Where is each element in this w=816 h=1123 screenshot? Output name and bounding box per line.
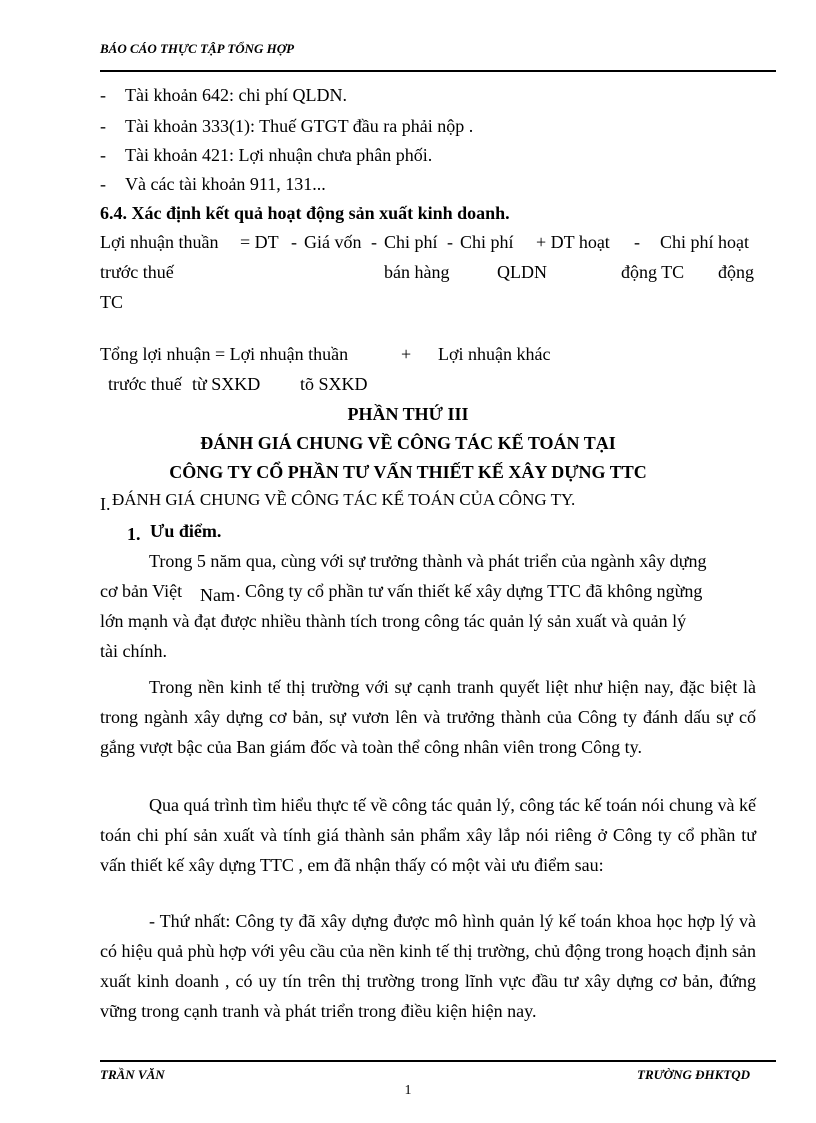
formula-term: TC	[100, 292, 124, 312]
formula-term: tõ SXKD	[300, 374, 368, 394]
paragraph: Qua quá trình tìm hiểu thực tế về công tác quản lý, công tác kế toán nói chung và kế toán chi phí sản xuất và tính giá thành sản phẩm xây lắp nói riêng ở Công ty cổ phần tư vấn thiết kế xây dựng TTC , em đã nhận thấy có một vài ưu điểm sau:	[100, 795, 756, 875]
formula-op: -	[371, 232, 377, 252]
section-heading-6-4: 6.4. Xác định kết quả hoạt động sản xuất kinh doanh.	[100, 203, 510, 223]
formula-lhs: Lợi nhuận thuần	[100, 232, 219, 252]
formula-op: -	[634, 232, 640, 252]
list-item-dash: -	[100, 174, 106, 194]
paragraph: - Thứ nhất: Công ty đã xây dựng được mô hình quản lý kế toán khoa học hợp lý và có hiệu quả phù hợp với yêu cầu của nền kinh tế thị trường, chủ động trong hoạch định sản xuất kinh doanh , có uy tín trên thị trường trong lĩnh vực đầu tư xây dựng cơ bản, đứng vững trong cạnh tranh và phát triển trong điều kiện hiện nay.	[100, 911, 756, 1021]
formula-term: động	[718, 262, 754, 282]
formula-term: Chi phí hoạt	[660, 232, 749, 252]
paragraph-line: lớn mạnh và đạt được nhiều thành tích trong công tác quản lý sản xuất và quản lý	[100, 611, 687, 631]
formula-op: +	[401, 344, 412, 364]
list-item: Tài khoản 333(1): Thuế GTGT đầu ra phải nộp .	[125, 116, 474, 136]
formula-lhs: trước thuế	[108, 374, 182, 394]
list-item-dash: -	[100, 116, 106, 136]
footer-author: TRẦN VĂN	[100, 1067, 165, 1082]
paragraph-line: tài chính.	[100, 641, 167, 661]
subsection-number: 1.	[127, 524, 141, 544]
header-title: BÁO CÁO THỰC TẬP TỔNG HỢP	[100, 41, 295, 56]
formula-lhs: trước thuế	[100, 262, 174, 282]
formula-term: Chi phí	[460, 232, 514, 252]
formula-eq: = DT	[240, 232, 279, 252]
list-item-dash: -	[100, 85, 106, 105]
subsection-heading: Ưu điểm.	[150, 521, 222, 541]
footer-school: TRƯỜNG ĐHKTQD	[637, 1067, 750, 1082]
section-number: I.	[100, 494, 111, 514]
footer-rule	[100, 1060, 776, 1062]
formula-term: QLDN	[497, 262, 547, 282]
formula-term: + DT hoạt	[536, 232, 610, 252]
list-item: Và các tài khoản 911, 131...	[125, 174, 326, 194]
list-item: Tài khoản 421: Lợi nhuận chưa phân phối.	[125, 145, 433, 165]
formula-term: động TC	[621, 262, 685, 282]
formula-op: -	[291, 232, 297, 252]
formula-op: -	[447, 232, 453, 252]
formula-term: Giá vốn	[304, 232, 362, 252]
formula-lhs: Tổng lợi nhuận = Lợi nhuận thuần	[100, 344, 349, 364]
paragraph-line: Trong 5 năm qua, cùng với sự trưởng thành và phát triển của ngành xây dựng	[149, 551, 707, 571]
list-item: Tài khoản 642: chi phí QLDN.	[125, 85, 347, 105]
list-item-dash: -	[100, 145, 106, 165]
page-number: 1	[404, 1083, 412, 1098]
part-subtitle: ĐÁNH GIÁ CHUNG VỀ CÔNG TÁC KẾ TOÁN TẠI	[200, 433, 616, 453]
part-title: PHẦN THỨ III	[347, 404, 469, 424]
formula-term: từ SXKD	[192, 374, 261, 394]
paragraph-line: . Công ty cổ phần tư vấn thiết kế xây dựng TTC đã không ngừng	[236, 581, 703, 601]
formula-term: Lợi nhuận khác	[438, 344, 551, 364]
paragraph-line: cơ bản Việt	[100, 581, 183, 601]
paragraph-line: Nam	[200, 585, 235, 605]
formula-term: bán hàng	[384, 262, 450, 282]
section-heading: ĐÁNH GIÁ CHUNG VỀ CÔNG TÁC KẾ TOÁN CỦA CÔNG TY.	[112, 490, 576, 509]
formula-term: Chi phí	[384, 232, 438, 252]
part-subtitle: CÔNG TY CỔ PHẦN TƯ VẤN THIẾT KẾ XÂY DỰNG TTC	[169, 462, 647, 482]
header-rule	[100, 70, 776, 72]
paragraph: Trong nền kinh tế thị trường với sự cạnh tranh quyết liệt như hiện nay, đặc biệt là trong ngành xây dựng cơ bản, sự vươn lên và trưởng thành của Công ty đánh dấu sự cố gắng vượt bậc của Ban giám đốc và toàn thể công nhân viên trong Công ty.	[100, 677, 756, 757]
